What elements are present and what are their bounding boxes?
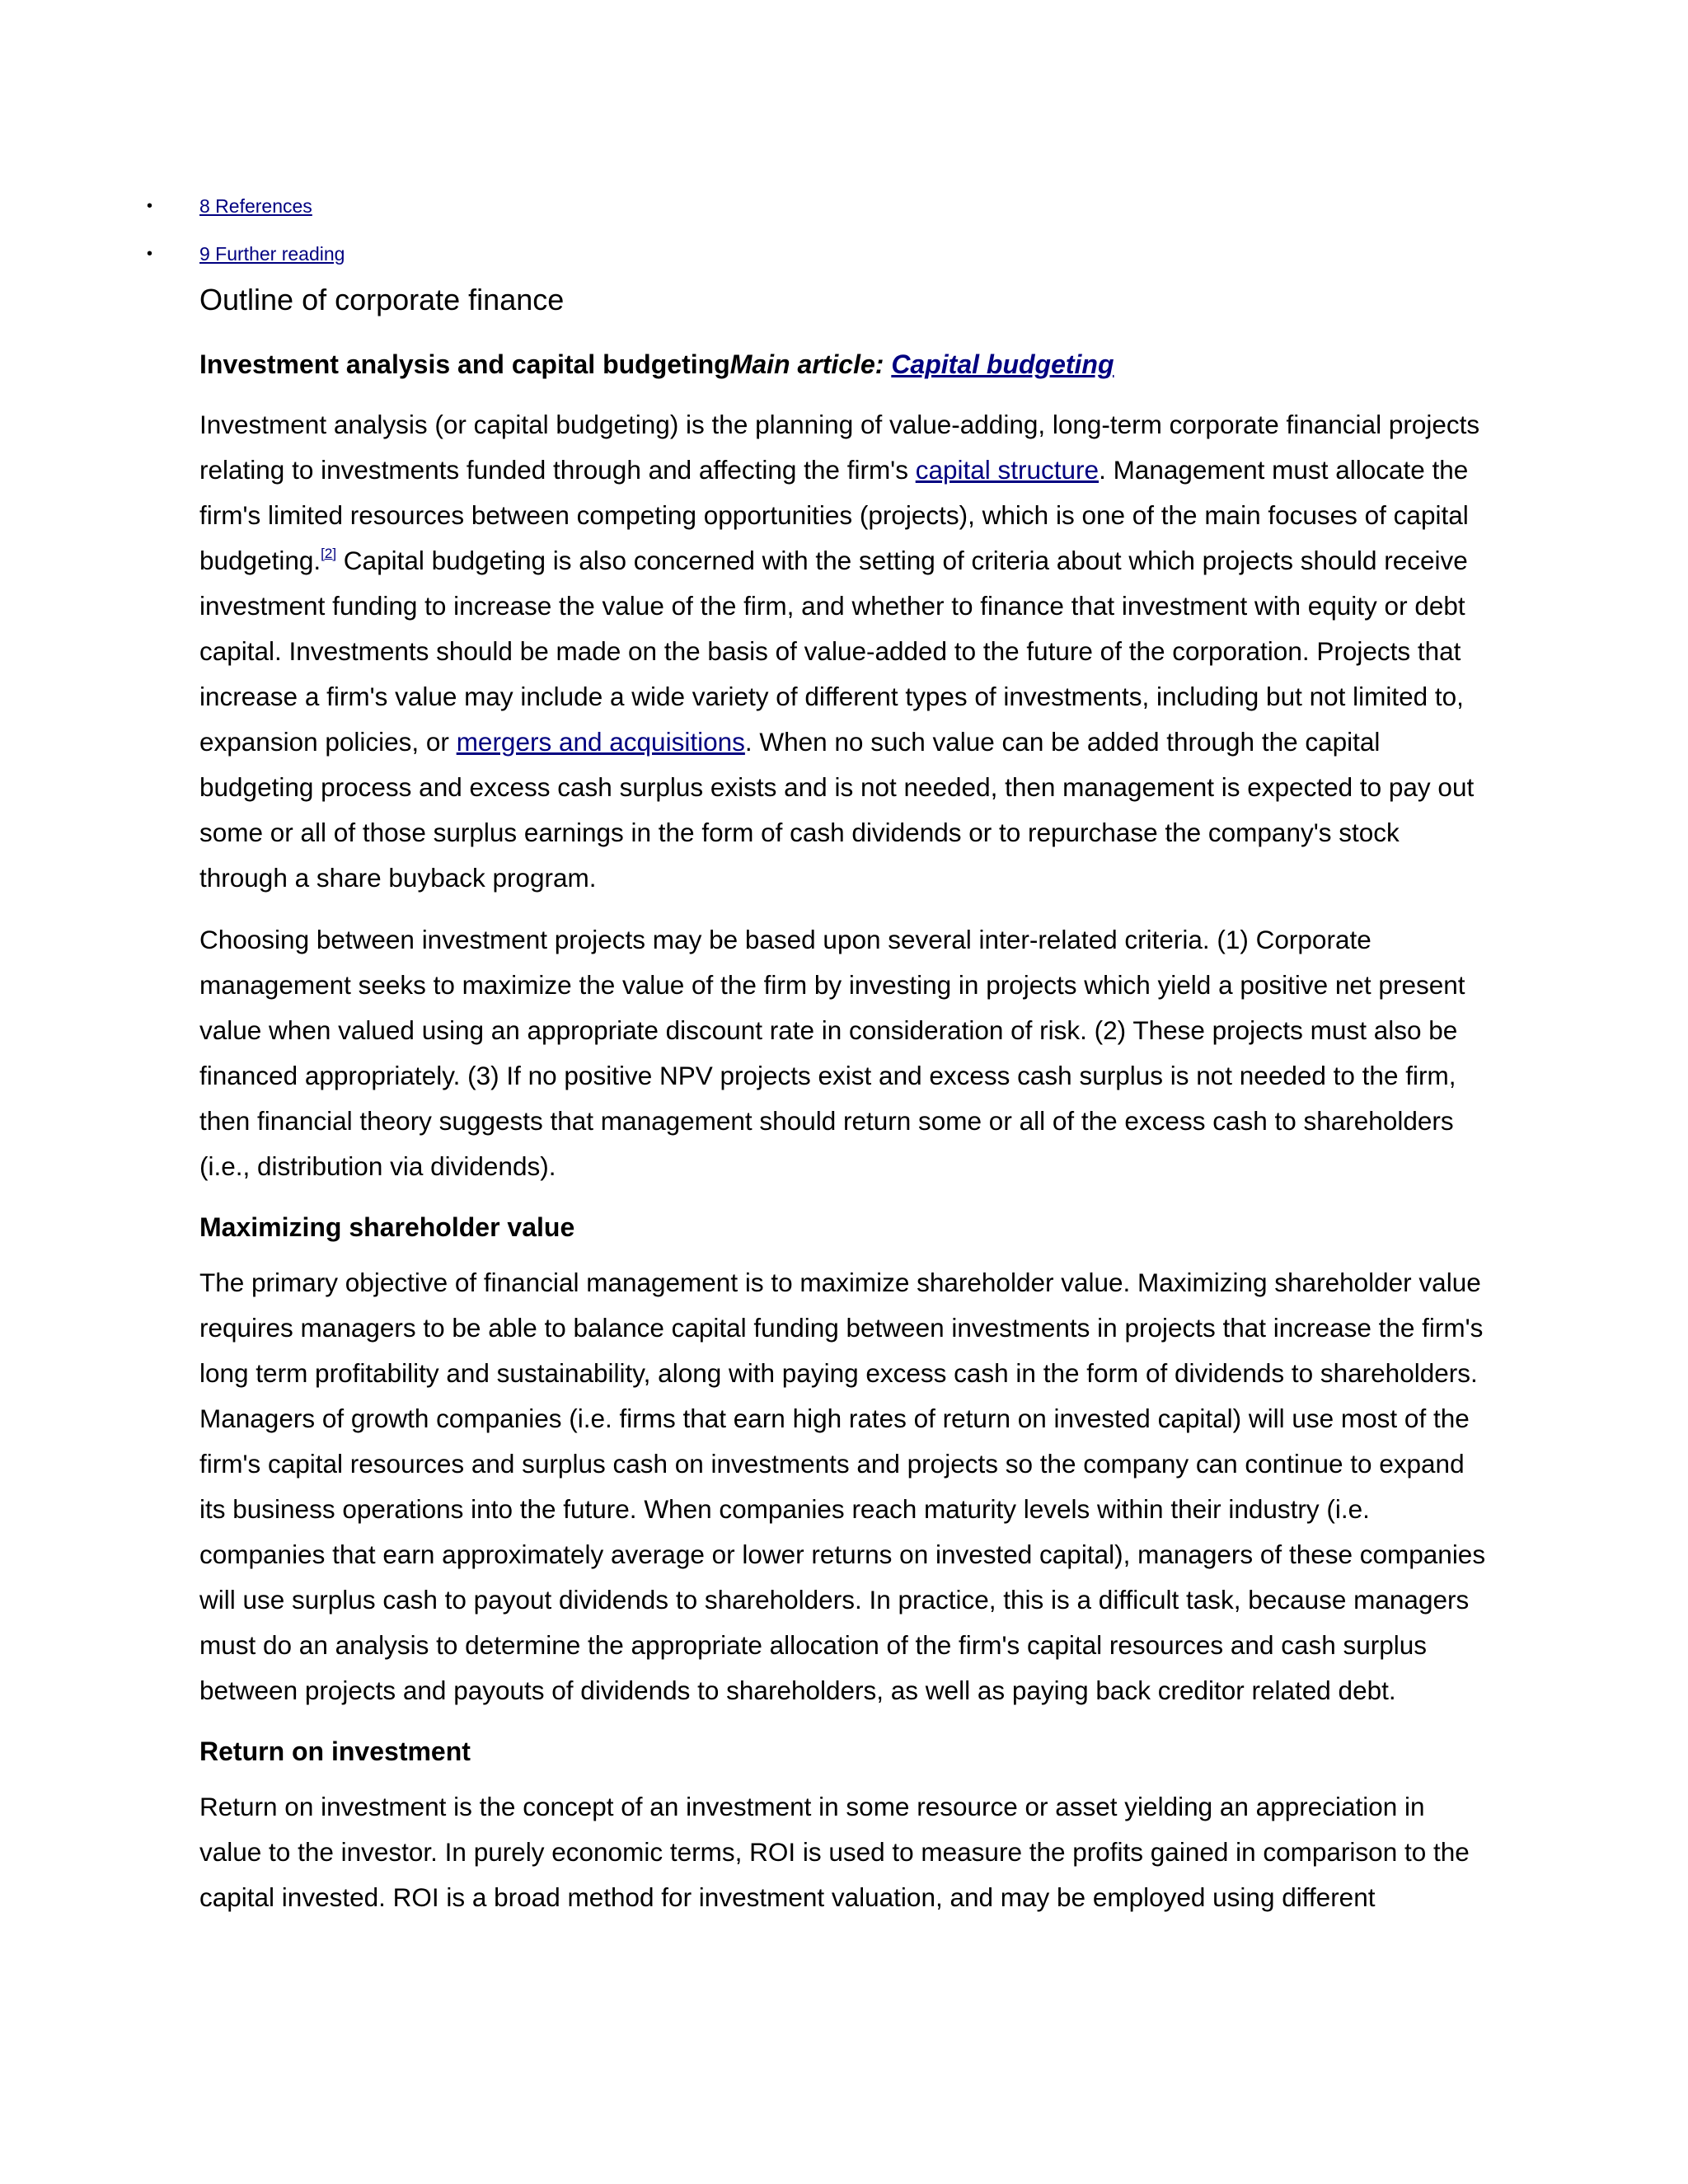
para-text: . When no such value can be added through the capital budgeting process and excess cash surplus exists and is not needed, then management is expected to pay out some or all of those surplus earnings in the form of cash dividends or to repurchase the company's stock through a share buyback program. — [199, 727, 1475, 893]
capital-budgeting-link[interactable]: Capital budgeting — [891, 349, 1114, 379]
paragraph-investment-analysis — [199, 402, 1493, 901]
mergers-acquisitions-link[interactable]: mergers and acquisitions — [456, 727, 745, 757]
outline-title: Outline of corporate finance — [199, 283, 565, 316]
paragraph-choosing-projects: Choosing between investment projects may be based upon several inter-related criteria. (1) Corporate management seeks to maximize the value of the firm by investing in projects which yield a positive net present value when valued using an appropriate discount rate in consideration of risk. (2) These projects must also be financed appropriately. (3) If no positive NPV projects exist and excess cash surplus is not needed to the firm, then financial theory suggests that management should return some or all of the excess cash to shareholders (i.e., distribution via dividends). — [199, 925, 1465, 1181]
heading-return-on-investment: Return on investment — [199, 1736, 471, 1766]
citation-link-2[interactable]: [2] — [321, 546, 337, 561]
section-heading-text: Investment analysis and capital budgeting — [199, 349, 730, 379]
citation-ref-2[interactable] — [321, 546, 336, 561]
toc-item-further-reading — [0, 239, 1688, 269]
toc-link-further-reading[interactable]: 9 Further reading — [199, 243, 345, 265]
para-text: Investment analysis (or capital budgeting) is the planning of value-adding, long-term corporate financial projects relating to investments funded through and affecting the firm's — [199, 410, 1480, 485]
bullet-icon: • — [147, 197, 153, 215]
main-article-note — [730, 349, 1114, 379]
article-content — [199, 277, 1493, 1937]
capital-structure-link[interactable]: capital structure — [915, 455, 1100, 485]
para-text: Capital budgeting is also concerned with the setting of criteria about which projects should receive investment funding to increase the value of the firm, and whether to finance that investment with equity or debt capital. Investments should be made on the basis of value-added to the future of the corporation. Projects that increase a firm's value may include a wide variety of different types of investments, including but not limited to, expansion policies, or — [199, 546, 1468, 757]
main-article-prefix: Main article: — [729, 349, 892, 379]
bullet-icon: • — [147, 245, 153, 263]
section-heading-investment-analysis — [199, 341, 1493, 387]
heading-maximizing-shareholder-value: Maximizing shareholder value — [199, 1212, 575, 1242]
toc-item-references — [0, 191, 1688, 221]
toc-link-references[interactable]: 8 References — [199, 195, 312, 217]
para-text: . Management must allocate the firm's limited resources between competing opportunities (projects), which is one of the main focuses of capital budgeting. — [199, 455, 1469, 575]
paragraph-return-on-investment: Return on investment is the concept of an investment in some resource or asset yielding an appreciation in value to the investor. In purely economic terms, ROI is used to measure the profits gained in comparison to the capital invested. ROI is a broad method for investment valuation, and may be employed using different — [199, 1792, 1470, 1912]
paragraph-shareholder-value: The primary objective of financial management is to maximize shareholder value. Maximizing shareholder value requires managers to be able to balance capital funding between investments in projects that increase the firm's long term profitability and sustainability, along with paying excess cash in the form of dividends to shareholders. Managers of growth companies (i.e. firms that earn high rates of return on invested capital) will use most of the firm's capital resources and surplus cash on investments and projects so the company can continue to expand its business operations into the future. When companies reach maturity levels within their industry (i.e. companies that earn approximately average or lower returns on invested capital), managers of these companies will use surplus cash to payout dividends to shareholders. In practice, this is a difficult task, because managers must do an analysis to determine the appropriate allocation of the firm's capital resources and cash surplus between projects and payouts of dividends to shareholders, as well as paying back creditor related debt. — [199, 1268, 1486, 1705]
